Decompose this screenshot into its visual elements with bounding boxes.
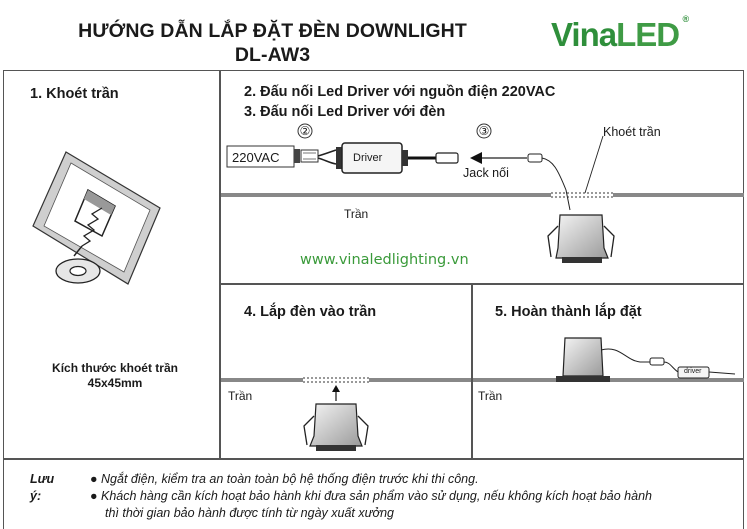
note-item-1: ● Ngắt điện, kiểm tra an toàn toàn bộ hệ thống điện trước khi thi công. (90, 472, 479, 486)
step-4-diagram (221, 378, 471, 451)
website-link[interactable]: www.vinaledlighting.vn (300, 252, 469, 268)
step-1-title: 1. Khoét trần (30, 86, 119, 102)
notes-label: Lưu ý: (30, 472, 55, 503)
wiring-diagram (227, 124, 603, 210)
logo-led: LED (616, 16, 680, 53)
cutout-size-value: 45x45mm (87, 376, 143, 390)
driver-small-label: driver (684, 368, 702, 375)
note-item-2-cont: thì thời gian bảo hành được tính từ ngày xuất xưởng (105, 506, 394, 520)
ceiling-hole-label: Khoét trần (603, 125, 661, 139)
cutout-illustration (33, 152, 160, 284)
ceiling-label-step4: Trần (228, 389, 253, 403)
cutout-size-label: Kích thước khoét trần (52, 361, 178, 375)
marker-3: ③ (478, 124, 490, 138)
logo-vina: Vina (551, 16, 617, 53)
driver-label: Driver (353, 152, 383, 164)
voltage-label: 220VAC (232, 150, 280, 165)
registered-mark: ® (682, 14, 690, 24)
step-3-title: 3. Đấu nối Led Driver với đèn (244, 104, 446, 120)
jack-label: Jack nối (463, 166, 509, 180)
ceiling-label-top: Trần (344, 207, 369, 221)
note-item-2: ● Khách hàng cần kích hoạt bảo hành khi đưa sản phẩm vào sử dụng, nếu không kích hoạt bảo hành (90, 489, 652, 503)
step-2-title: 2. Đấu nối Led Driver với nguồn điện 220VAC (244, 84, 556, 100)
step-5-title: 5. Hoàn thành lắp đặt (495, 304, 642, 320)
step-5-diagram (473, 338, 744, 382)
step-4-title: 4. Lắp đèn vào trần (244, 304, 377, 320)
document-title: HƯỚNG DẪN LẮP ĐẶT ĐÈN DOWNLIGHT (78, 20, 467, 42)
marker-2: ② (299, 124, 311, 138)
model-code: DL-AW3 (234, 44, 311, 66)
ceiling-label-step5: Trần (478, 389, 503, 403)
